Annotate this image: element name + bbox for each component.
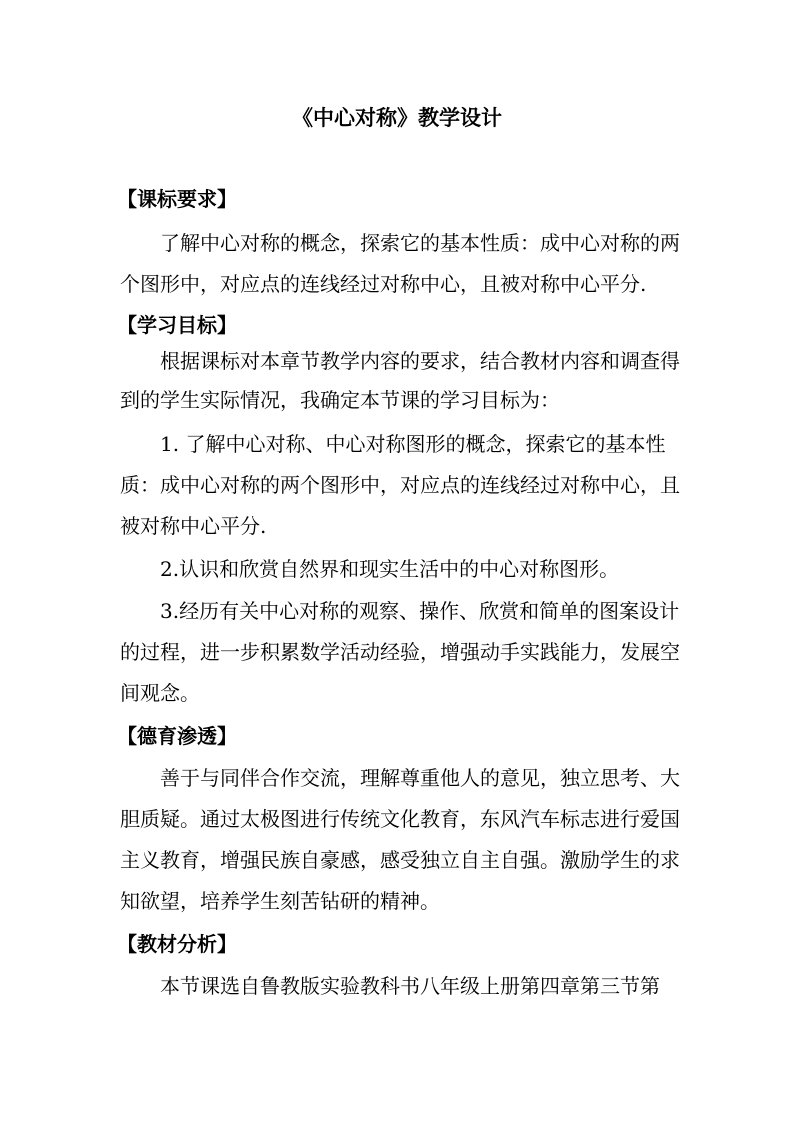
paragraph-line: 胆质疑。通过太极图进行传统文化教育，东风汽车标志进行爱国 [120, 807, 680, 831]
section-heading-moral-education: 【德育渗透】 [117, 724, 237, 748]
list-item-line: 1. 了解中心对称、中心对称图形的概念，探索它的基本性 [160, 432, 666, 456]
document-title: 《中心对称》教学设计 [292, 105, 502, 130]
paragraph-line: 了解中心对称的概念，探索它的基本性质：成中心对称的两 [160, 231, 680, 255]
list-item-line: 3.经历有关中心对称的观察、操作、欣赏和简单的图案设计 [160, 599, 680, 623]
list-item-line: 间观念。 [120, 681, 200, 705]
section-heading-textbook-analysis: 【教材分析】 [117, 932, 237, 956]
paragraph-line: 本节课选自鲁教版实验教科书八年级上册第四章第三节第 [160, 974, 660, 998]
paragraph-line: 主义教育，增强民族自豪感，感受独立自主自强。激励学生的求 [120, 848, 680, 872]
list-item-line: 质：成中心对称的两个图形中，对应点的连线经过对称中心，且 [120, 473, 680, 497]
list-item-line: 2.认识和欣赏自然界和现实生活中的中心对称图形。 [160, 557, 620, 581]
paragraph-line: 根据课标对本章节教学内容的要求，结合教材内容和调查得 [160, 349, 680, 373]
paragraph-line: 知欲望，培养学生刻苦钻研的精神。 [120, 889, 440, 913]
section-heading-learning-objectives: 【学习目标】 [117, 313, 237, 337]
list-item-line: 的过程，进一步积累数学活动经验，增强动手实践能力，发展空 [120, 640, 680, 664]
paragraph-line: 到的学生实际情况，我确定本节课的学习目标为： [120, 388, 560, 412]
list-item-line: 被对称中心平分. [120, 514, 267, 538]
paragraph-line: 善于与同伴合作交流，理解尊重他人的意见，独立思考、大 [160, 766, 680, 790]
section-heading-curriculum-requirements: 【课标要求】 [117, 187, 237, 211]
paragraph-line: 个图形中，对应点的连线经过对称中心，且被对称中心平分. [120, 272, 647, 296]
